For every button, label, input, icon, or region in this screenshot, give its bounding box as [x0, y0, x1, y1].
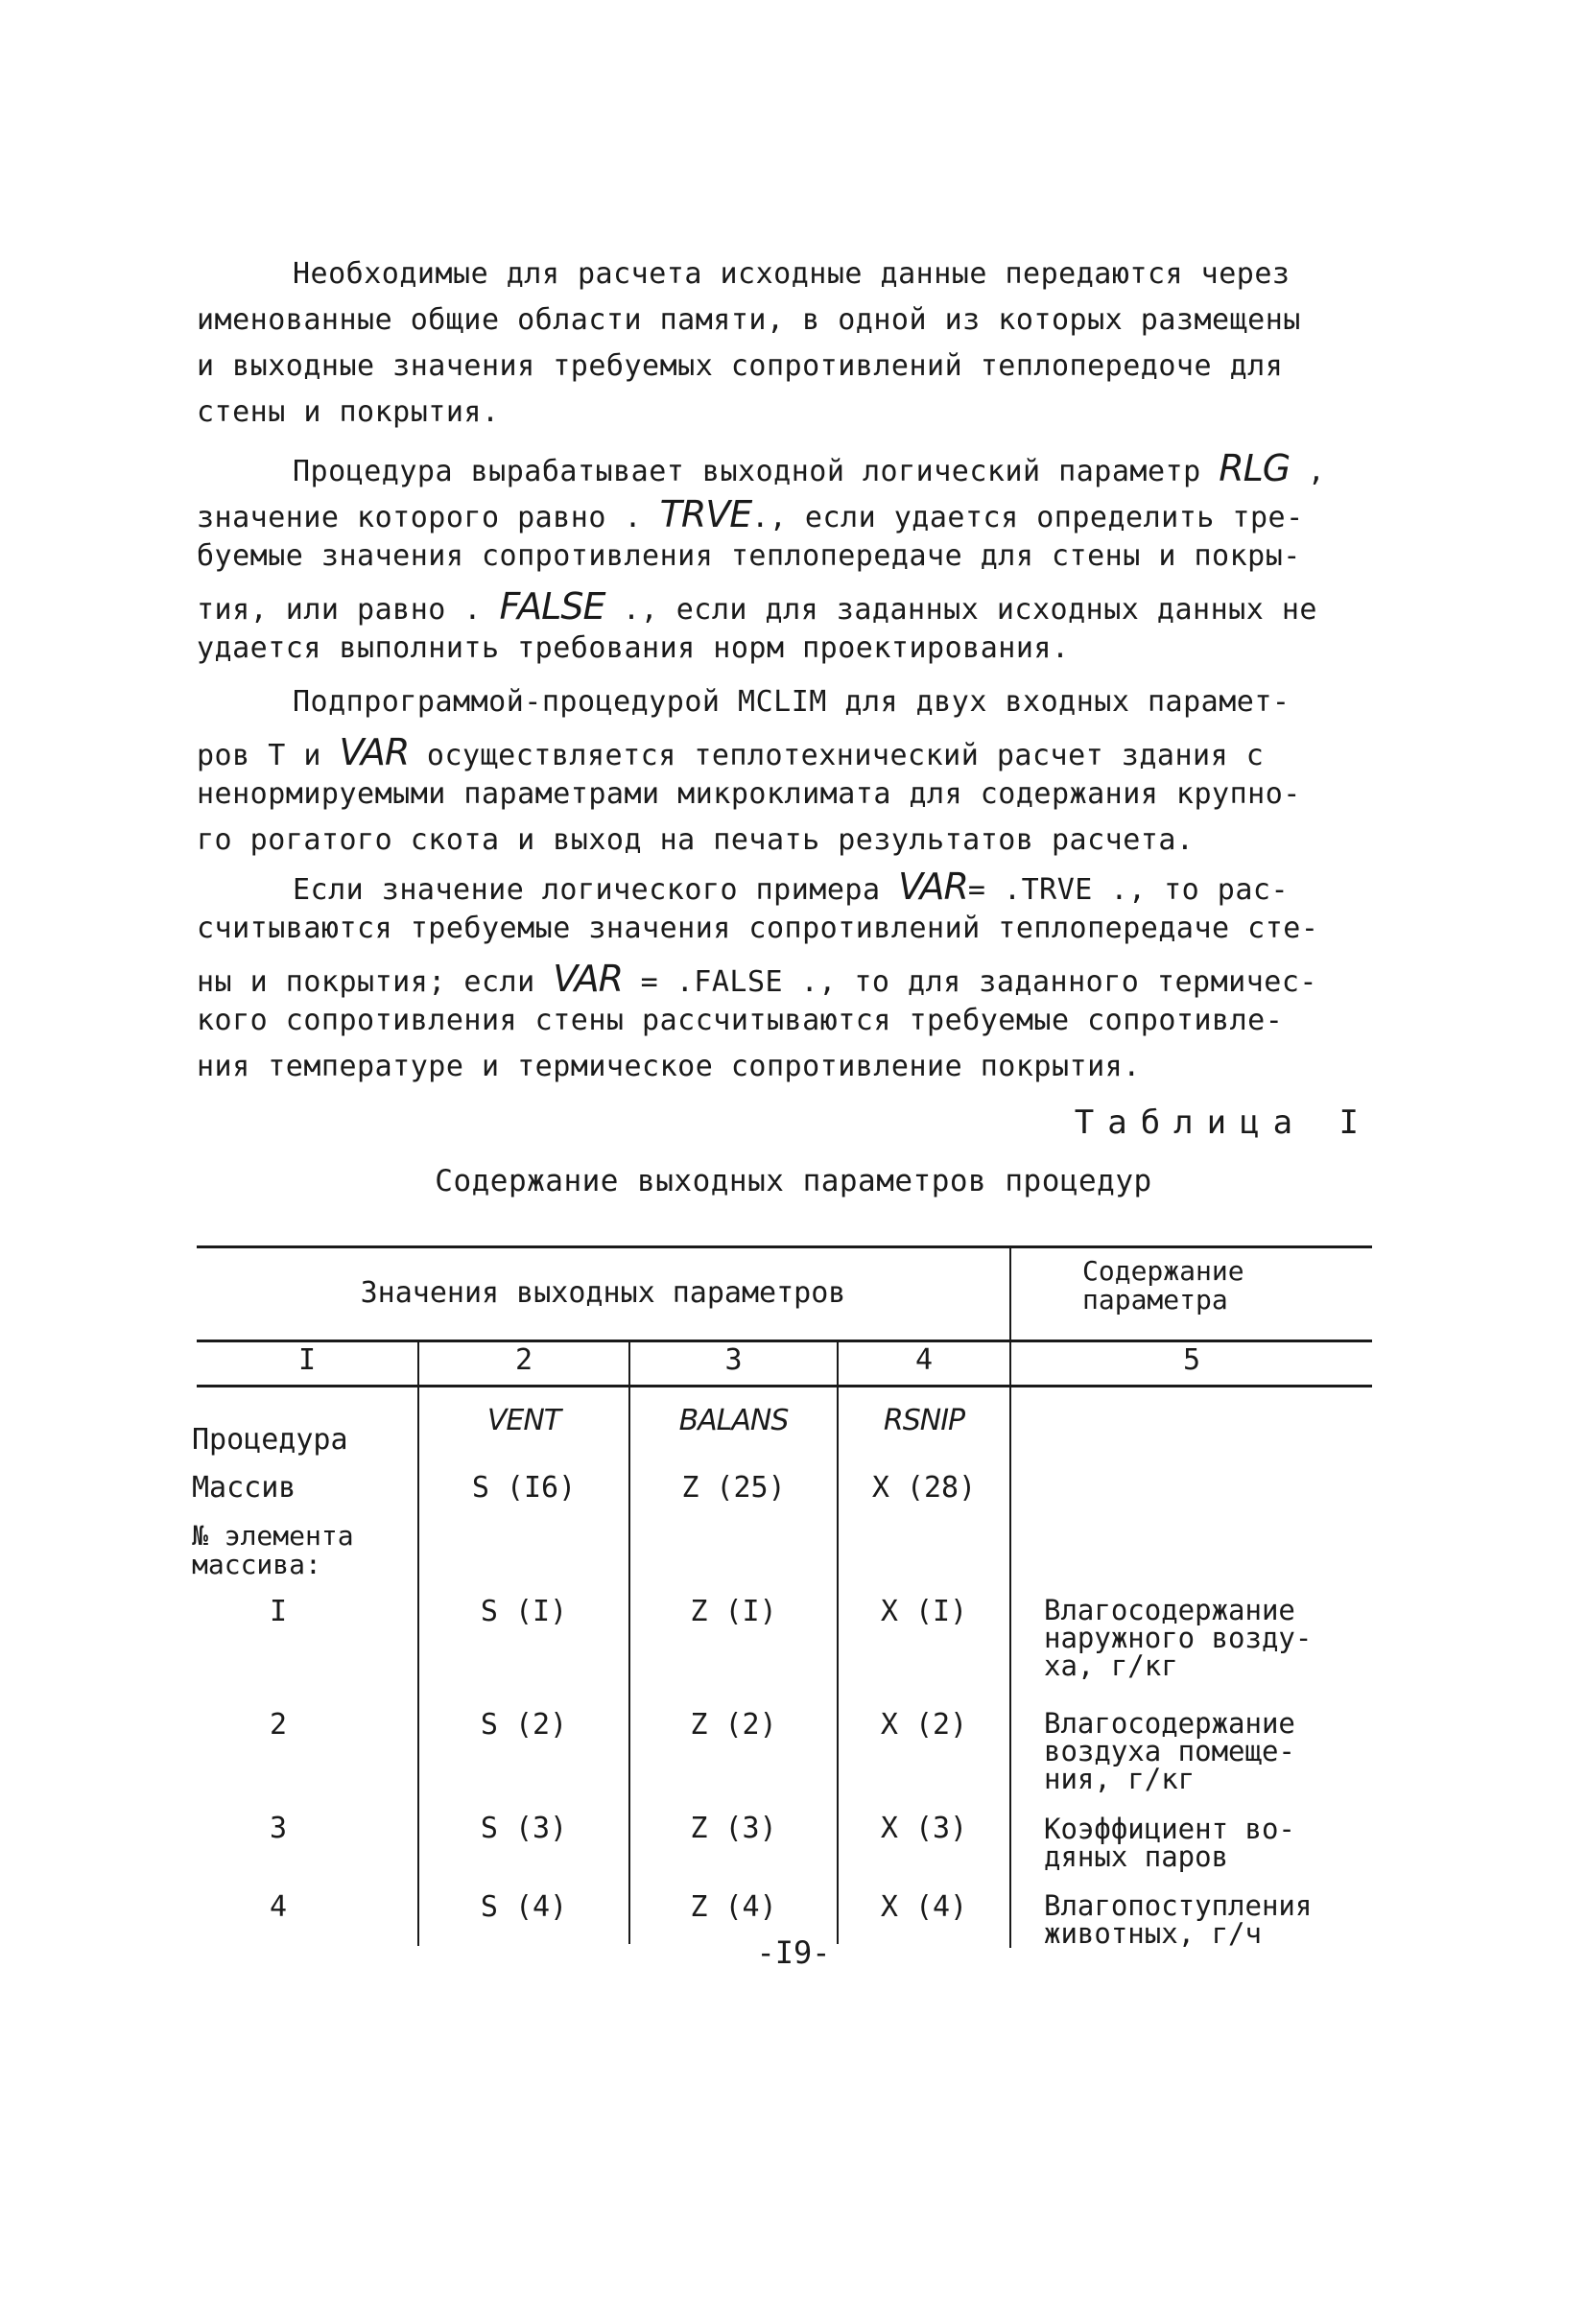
handwritten-insert: VAR: [898, 866, 968, 908]
text-line: буемые значения сопротивления теплопередаче для стены и покры-: [197, 539, 1301, 573]
column-number: 2: [514, 1343, 533, 1377]
table-caption: Содержание выходных параметров процедур: [435, 1164, 1152, 1198]
text-line: Процедура вырабатывает выходной логический параметр RLG ,: [293, 447, 1326, 489]
parameter-description: Коэффициент во- дяных паров: [1044, 1813, 1295, 1873]
row-label-procedure: Процедура: [192, 1423, 348, 1457]
parameter-description: Влагосодержание воздуха помеще- ния, г/кг: [1044, 1707, 1295, 1795]
row-label-element-no: № элемента массива:: [192, 1520, 354, 1580]
handwritten-insert: VAR: [339, 731, 410, 773]
table-cell: Z (3): [690, 1812, 777, 1845]
table-header-content: Содержание параметра: [1082, 1255, 1244, 1316]
table-label: Таблица I: [1074, 1103, 1372, 1142]
text-line: Необходимые для расчета исходные данные передаются через: [293, 257, 1291, 291]
text-line: ния температуре и термическое сопротивление покрытия.: [197, 1050, 1141, 1083]
column-number: 4: [914, 1343, 934, 1377]
handwritten-insert: VAR: [553, 958, 624, 1000]
procedure-name: BALANS: [678, 1404, 789, 1437]
element-number: 3: [269, 1812, 288, 1845]
text-line: именованные общие области памяти, в одной из которых размещены: [197, 303, 1301, 337]
array-name: S (I6): [471, 1471, 577, 1505]
parameter-description: Влагопоступления животных, г/ч: [1044, 1889, 1313, 1950]
table-top-rule: [197, 1245, 1372, 1248]
handwritten-insert: RLG: [1219, 447, 1291, 489]
handwritten-insert: FALSE: [499, 585, 605, 628]
parameter-description: Влагосодержание наружного возду- ха, г/кг: [1044, 1594, 1313, 1682]
table-numbers-rule: [197, 1385, 1372, 1387]
table-header-rule: [197, 1340, 1372, 1342]
procedure-name: RSNIP: [883, 1404, 965, 1437]
element-number: 2: [269, 1708, 288, 1742]
text-line: го рогатого скота и выход на печать результатов расчета.: [197, 823, 1195, 857]
element-number: I: [269, 1595, 288, 1628]
column-number: 5: [1182, 1343, 1201, 1377]
table-cell: X (2): [880, 1708, 968, 1742]
text-line: стены и покрытия.: [197, 395, 500, 429]
row-label-array: Массив: [192, 1471, 296, 1505]
table-cell: X (I): [880, 1595, 968, 1628]
array-name: X (28): [871, 1471, 977, 1505]
text-line: ров T и VAR осуществляется теплотехнический расчет здания с: [197, 731, 1265, 773]
table-cell: Z (2): [690, 1708, 777, 1742]
table-cell: Z (4): [690, 1890, 777, 1924]
column-number: 3: [724, 1343, 743, 1377]
handwritten-insert: TRVE: [659, 493, 752, 535]
table-cell: S (3): [480, 1812, 568, 1845]
text-line: тия, или равно . FALSE ., если для заданных исходных данных не: [197, 585, 1317, 628]
text-line: Если значение логического примера VAR= .TRVE ., то рас-: [293, 866, 1290, 908]
table-cell: S (4): [480, 1890, 568, 1924]
table-header-group: Значения выходных параметров: [360, 1276, 846, 1310]
text-line: ны и покрытия; если VAR = .FALSE ., то для заданного термичес-: [197, 958, 1317, 1000]
table-cell: S (2): [480, 1708, 568, 1742]
text-line: значение которого равно . TRVE., если удается определить тре-: [197, 493, 1304, 535]
array-name: Z (25): [681, 1471, 786, 1505]
text-line: Подпрограммой-процедурой MCLIM для двух входных парамет-: [293, 685, 1291, 719]
page-number: -I9-: [756, 1934, 831, 1971]
table-cell: X (4): [880, 1890, 968, 1924]
table-cell: X (3): [880, 1812, 968, 1845]
table-cell: Z (I): [690, 1595, 777, 1628]
text-line: удается выполнить требования норм проектирования.: [197, 631, 1070, 665]
element-number: 4: [269, 1890, 288, 1924]
column-number: I: [297, 1343, 317, 1377]
text-line: кого сопротивления стены рассчитываются требуемые сопротивле-: [197, 1004, 1284, 1037]
procedure-name: VENT: [486, 1404, 561, 1437]
table-cell: S (I): [480, 1595, 568, 1628]
text-line: и выходные значения требуемых сопротивлений теплопередоче для: [197, 349, 1284, 383]
text-line: ненормируемыми параметрами микроклимата для содержания крупно-: [197, 777, 1301, 811]
text-line: считываются требуемые значения сопротивлений теплопередаче сте-: [197, 912, 1319, 945]
